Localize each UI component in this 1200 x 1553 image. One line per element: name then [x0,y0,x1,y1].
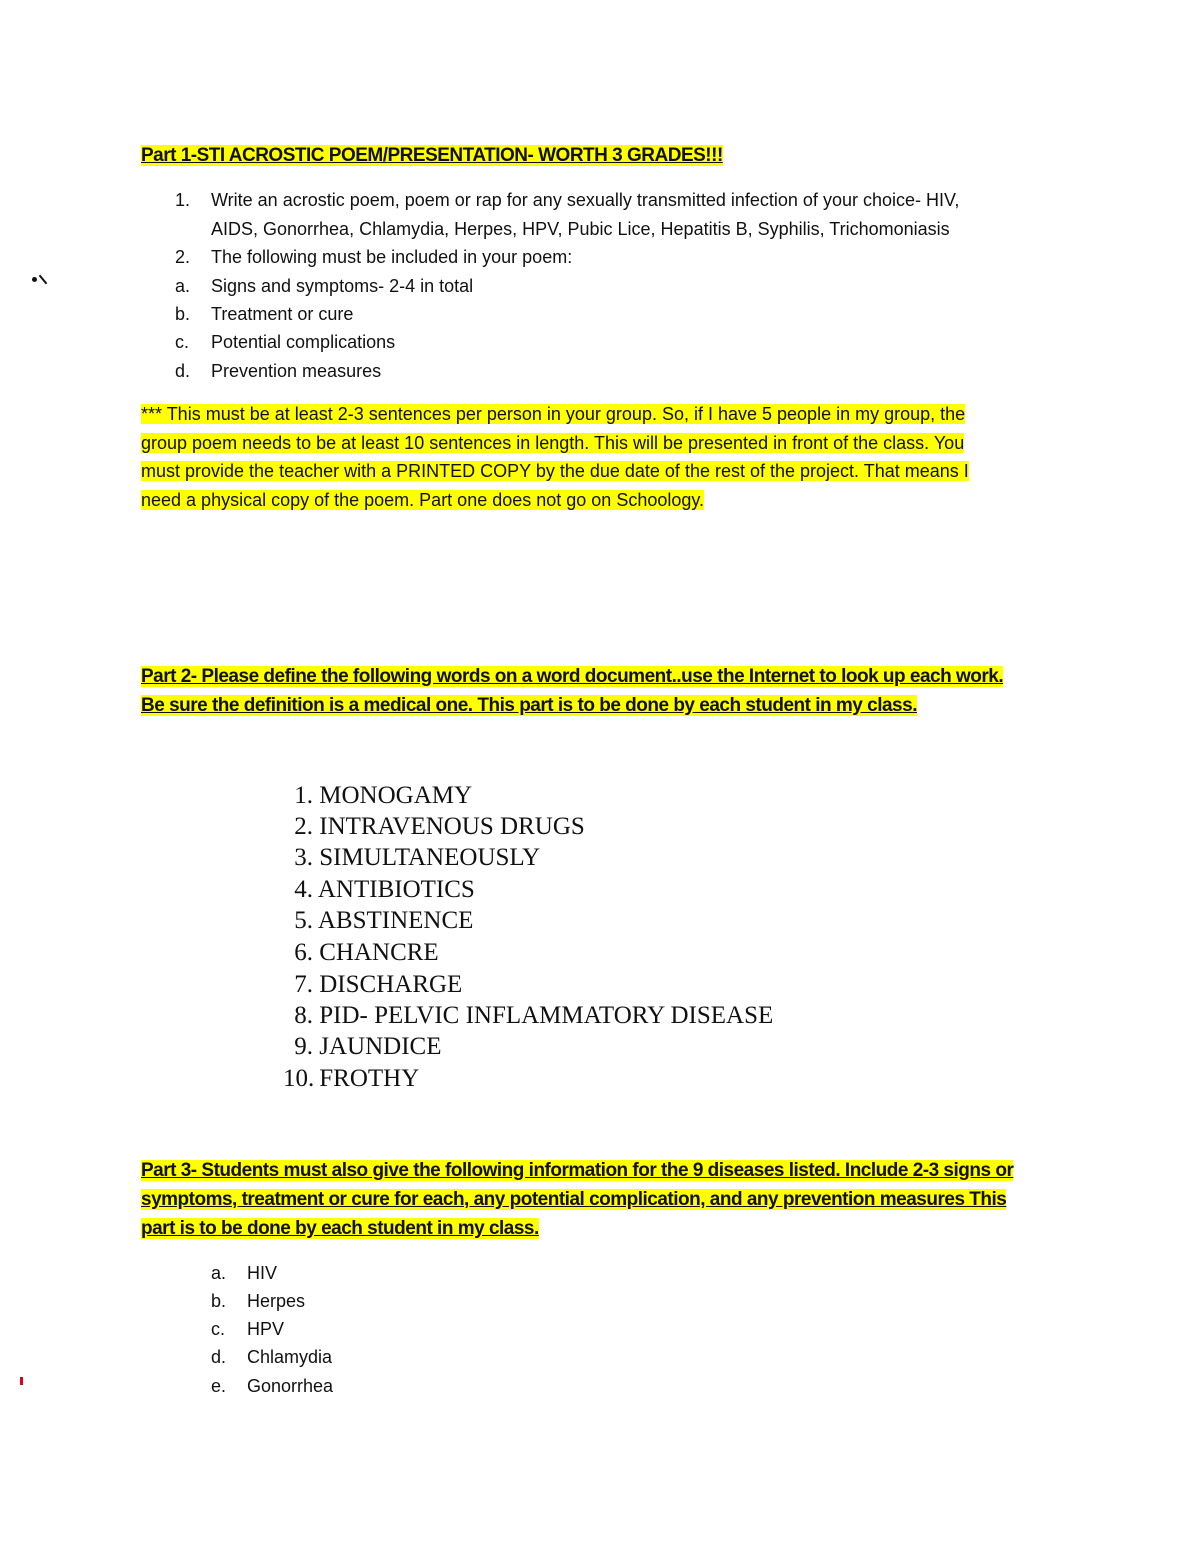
list-marker: d. [175,361,191,381]
part1-note-line: must provide the teacher with a PRINTED COPY by the due date of the rest of the project. That means I [141,461,969,481]
part1-heading: Part 1-STI ACROSTIC POEM/PRESENTATION- WORTH 3 GRADES!!! [141,145,723,166]
list-item-text: Signs and symptoms- 2-4 in total [211,276,474,296]
term-item: 7. DISCHARGE [294,971,463,998]
list-item-text: Write an acrostic poem, poem or rap for any sexually transmitted infection of your choice- HIV, [211,190,960,210]
list-marker: d. [211,1347,227,1367]
part1-note-line: *** This must be at least 2-3 sentences per person in your group. So, if I have 5 people in my group, the [141,404,966,424]
list-marker: b. [175,304,191,324]
list-marker: 2. [175,247,191,267]
part2-heading-line: Be sure the definition is a medical one. This part is to be done by each student in my class. [141,695,917,716]
list-marker: a. [211,1263,227,1283]
list-marker: 1. [175,190,191,210]
part3-heading-line: Part 3- Students must also give the following information for the 9 diseases listed. Include 2-3 signs or [141,1160,1014,1181]
stray-red-mark [20,1377,23,1385]
stray-dot-mark [32,277,37,282]
part3-heading-line: part is to be done by each student in my class. [141,1218,539,1239]
list-marker: b. [211,1291,227,1311]
part3-heading [141,1156,1013,1243]
part2-heading [141,662,1003,720]
list-item-text: Potential complications [211,332,396,352]
list-item-text: AIDS, Gonorrhea, Chlamydia, Herpes, HPV, Pubic Lice, Hepatitis B, Syphilis, Trichomoniasis [211,218,950,239]
list-item-text: HPV [247,1319,285,1339]
term-item: 6. CHANCRE [294,939,439,966]
list-item-text: The following must be included in your poem: [211,247,573,267]
list-item-text: Treatment or cure [211,304,354,324]
term-item: 8. PID- PELVIC INFLAMMATORY DISEASE [294,1002,774,1029]
part1-note-line: group poem needs to be at least 10 sentences in length. This will be presented in front of the class. You [141,432,965,453]
term-item: 2. INTRAVENOUS DRUGS [294,813,585,840]
part2-heading-line: Part 2- Please define the following words on a word document..use the Internet to look up each work. [141,666,1004,687]
list-item-text: Gonorrhea [247,1376,334,1396]
list-item-text: Chlamydia [247,1347,333,1367]
term-item: 5. ABSTINENCE [294,907,474,934]
list-item-text: HIV [247,1263,278,1283]
term-item: 9. JAUNDICE [294,1033,442,1060]
part1-note-line: need a physical copy of the poem. Part one does not go on Schoology. [141,489,705,510]
list-marker: e. [211,1376,227,1396]
list-item-text: Herpes [247,1291,306,1311]
term-item: 1. MONOGAMY [294,782,473,809]
term-item: 4. ANTIBIOTICS [294,876,475,903]
part3-heading-line: symptoms, treatment or cure for each, any potential complication, and any prevention measures This [141,1189,1007,1210]
list-marker: c. [175,332,190,352]
stray-tick-mark [39,275,48,285]
term-item: 3. SIMULTANEOUSLY [294,844,541,871]
list-marker: a. [175,276,191,296]
list-marker: c. [211,1319,226,1339]
list-item-text: Prevention measures [211,361,382,381]
term-item: 10. FROTHY [283,1065,420,1092]
part1-note [141,400,969,514]
